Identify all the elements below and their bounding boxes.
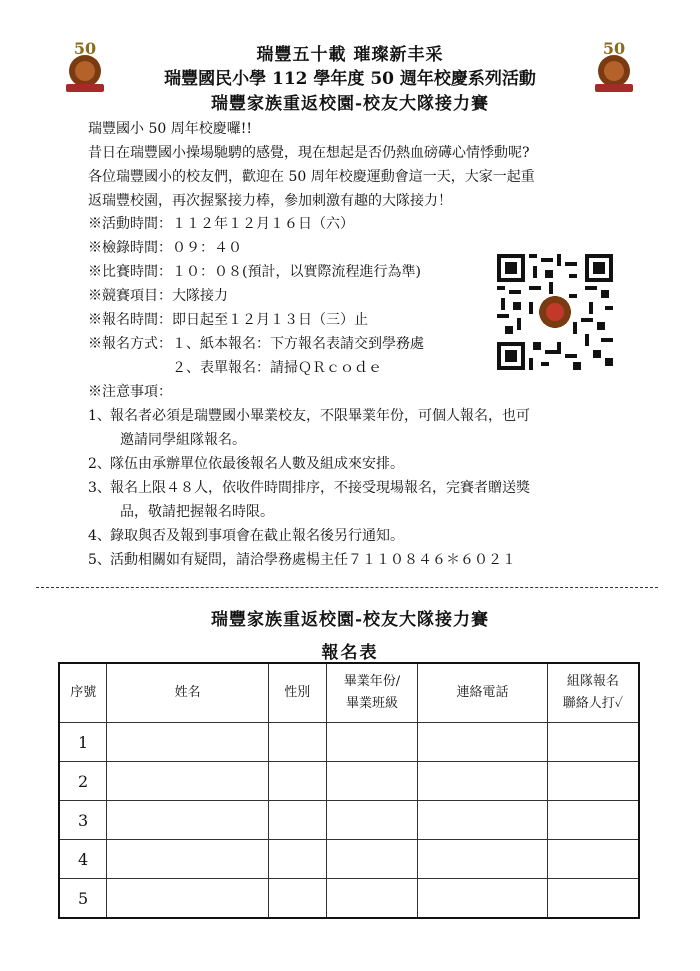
team-check-cell[interactable] — [547, 762, 639, 801]
cut-line-divider — [36, 587, 658, 588]
phone-cell[interactable] — [418, 801, 548, 840]
form-title: 瑞豐家族重返校園-校友大隊接力賽 — [210, 610, 490, 630]
row-number: 2 — [59, 762, 107, 801]
header-graduation — [326, 663, 418, 723]
detail-event-item: ※競賽項目：大隊接力 — [88, 288, 228, 304]
phone-cell[interactable] — [418, 762, 548, 801]
gender-cell[interactable] — [268, 723, 326, 762]
header-phone: 連絡電話 — [418, 663, 548, 723]
note-text: 報名上限４８人，依收件時間排序，不接受現場報名，完賽者贈送獎 — [110, 480, 530, 496]
table-row — [59, 801, 639, 840]
table-row — [59, 840, 639, 879]
table-row — [59, 762, 639, 801]
graduation-cell[interactable] — [326, 879, 418, 919]
phone-cell[interactable] — [418, 723, 548, 762]
phone-cell[interactable] — [418, 840, 548, 879]
registration-table — [58, 662, 640, 919]
note-number: 4、 — [88, 528, 111, 544]
row-number: 3 — [59, 801, 107, 840]
table-header-row — [59, 663, 639, 723]
note-text: 錄取與否及報到事項會在截止報名後另行通知。 — [110, 528, 404, 544]
note-item — [88, 477, 530, 497]
note-text: 邀請同學組隊報名。 — [120, 432, 246, 448]
name-cell[interactable] — [107, 801, 268, 840]
note-text: 隊伍由承辦單位依最後報名人數及組成來安排。 — [110, 456, 404, 472]
svg-text:50: 50 — [73, 39, 97, 58]
header-gender: 性別 — [268, 663, 326, 723]
team-check-cell[interactable] — [547, 723, 639, 762]
gender-cell[interactable] — [268, 840, 326, 879]
note-text: 活動相關如有疑問，請洽學務處楊主任７１１０８４６＊６０２１ — [110, 552, 516, 568]
table-row — [59, 879, 639, 919]
detail-registration-method-online: ２、表單報名：請掃ＱＲｃｏｄｅ — [88, 360, 382, 376]
note-number: 2、 — [88, 456, 111, 472]
team-check-cell[interactable] — [547, 840, 639, 879]
header-graduation-class: 畢業班級 — [345, 696, 398, 711]
graduation-cell[interactable] — [326, 801, 418, 840]
note-item — [88, 405, 530, 425]
phone-cell[interactable] — [418, 879, 548, 919]
intro-line: 各位瑞豐國小的校友們，歡迎在 50 周年校慶運動會這一天，大家一起重 — [88, 169, 535, 185]
header-team — [547, 663, 639, 723]
row-number: 4 — [59, 840, 107, 879]
detail-registration-method: ※報名方式：１、紙本報名：下方報名表請交到學務處 — [88, 336, 424, 352]
graduation-cell[interactable] — [326, 762, 418, 801]
header-name: 姓名 — [107, 663, 268, 723]
note-number: 1、 — [88, 408, 111, 424]
name-cell[interactable] — [107, 840, 268, 879]
note-text: 報名者必須是瑞豐國小畢業校友，不限畢業年份，可個人報名，也可 — [110, 408, 530, 424]
graduation-cell[interactable] — [326, 840, 418, 879]
header-slogan: 瑞豐五十載 璀璨新丰采 — [256, 45, 444, 65]
header-team-registration: 組隊報名 — [566, 674, 619, 689]
header-event-series: 瑞豐國民小學 112 學年度 50 週年校慶系列活動 — [164, 69, 536, 89]
header-seq: 序號 — [59, 663, 107, 723]
header-event-title: 瑞豐家族重返校園-校友大隊接力賽 — [210, 94, 490, 114]
note-number: 3、 — [88, 480, 111, 496]
graduation-cell[interactable] — [326, 723, 418, 762]
gender-cell[interactable] — [268, 762, 326, 801]
name-cell[interactable] — [107, 762, 268, 801]
registration-qr-code[interactable] — [496, 254, 614, 370]
detail-race-time: ※比賽時間：１０：０８(預計，以實際流程進行為準) — [88, 264, 421, 280]
note-item — [88, 453, 404, 473]
gender-cell[interactable] — [268, 879, 326, 919]
svg-text:50: 50 — [602, 39, 626, 58]
gender-cell[interactable] — [268, 801, 326, 840]
name-cell[interactable] — [107, 723, 268, 762]
intro-line: 返瑞豐校園，再次握緊接力棒，參加刺激有趣的大隊接力！ — [88, 193, 452, 209]
name-cell[interactable] — [107, 879, 268, 919]
team-check-cell[interactable] — [547, 879, 639, 919]
header-team-contact-check: 聯絡人打✓ — [562, 696, 624, 711]
detail-checkin-time: ※檢錄時間：０９：４０ — [88, 240, 242, 256]
note-number: 5、 — [88, 552, 111, 568]
detail-activity-time: ※活動時間：１１２年１２月１６日（六） — [88, 216, 354, 232]
note-item — [88, 549, 516, 569]
row-number: 1 — [59, 723, 107, 762]
team-check-cell[interactable] — [547, 801, 639, 840]
intro-line: 瑞豐國小 50 周年校慶囉!! — [88, 121, 252, 137]
form-subtitle: 報名表 — [321, 643, 379, 663]
note-text: 品，敬請把握報名時限。 — [120, 504, 274, 520]
notes-title: ※注意事項： — [88, 384, 172, 400]
table-row — [59, 723, 639, 762]
header-graduation-year: 畢業年份/ — [343, 674, 401, 689]
intro-line: 昔日在瑞豐國小操場馳騁的感覺，現在想起是否仍熱血磅礡心情悸動呢? — [88, 145, 530, 161]
detail-registration-period: ※報名時間：即日起至１２月１３日（三）止 — [88, 312, 368, 328]
note-item — [88, 525, 404, 545]
row-number: 5 — [59, 879, 107, 919]
